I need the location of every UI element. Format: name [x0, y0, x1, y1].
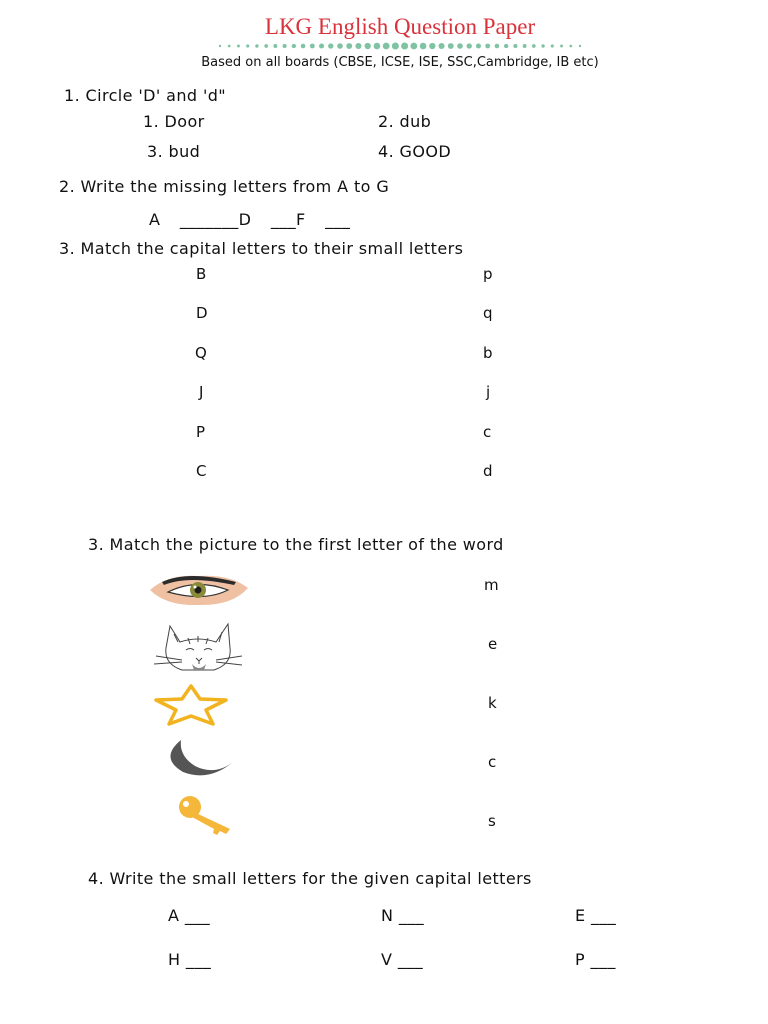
decorative-dot	[328, 43, 333, 48]
picture-match-letter: m	[484, 576, 499, 594]
small-letter: b	[483, 344, 493, 362]
decorative-dot	[374, 43, 381, 50]
q4-item: V ___	[381, 950, 424, 969]
q1-option-2: 2. dub	[378, 112, 432, 131]
capital-letter: J	[199, 383, 204, 401]
decorative-dot	[569, 45, 572, 48]
question-1: 1. Circle 'D' and 'd"	[64, 86, 227, 105]
decorative-dot	[485, 44, 490, 49]
decorative-dot	[420, 43, 427, 50]
q4-item: E ___	[575, 906, 617, 925]
decorative-dot	[219, 45, 221, 47]
q4-item: N ___	[381, 906, 425, 925]
eye-icon	[148, 572, 250, 608]
q1-option-3: 3. bud	[147, 142, 201, 161]
q2-missing-letters-line: A _______D ___F ___	[149, 210, 351, 229]
capital-letter: B	[196, 265, 207, 283]
question-2: 2. Write the missing letters from A to G	[59, 177, 390, 196]
small-letter: p	[483, 265, 493, 283]
cat-icon	[152, 620, 244, 672]
decorative-dot	[457, 43, 463, 49]
picture-match-letter: s	[488, 812, 496, 830]
decorative-dot	[228, 45, 231, 48]
small-letter: d	[483, 462, 493, 480]
decorative-dot	[410, 43, 417, 50]
decorative-dot	[429, 43, 435, 49]
decorative-dot	[504, 44, 508, 48]
decorative-dot	[401, 42, 408, 49]
q1-option-1: 1. Door	[143, 112, 205, 131]
decorative-dot	[513, 44, 517, 48]
decorative-dot	[365, 43, 371, 49]
page-title: LKG English Question Paper	[264, 14, 536, 39]
star-icon	[152, 684, 230, 726]
decorative-dot	[301, 44, 306, 49]
decorative-dot	[246, 44, 249, 47]
decorative-dot	[273, 44, 277, 48]
decorative-dot	[541, 44, 544, 47]
decorative-dot	[264, 44, 268, 48]
capital-letter: D	[196, 304, 208, 322]
decorative-dot	[355, 43, 361, 49]
decorative-dot	[310, 44, 315, 49]
decorative-dot	[476, 43, 481, 48]
question-4: 4. Write the small letters for the given capital letters	[88, 869, 532, 888]
decorative-dot	[346, 43, 352, 49]
moon-icon	[165, 738, 235, 778]
picture-match-letter: k	[488, 694, 497, 712]
decorative-dot	[438, 43, 444, 49]
decorative-dot	[495, 44, 500, 49]
small-letter: j	[486, 383, 491, 401]
q1-option-4: 4. GOOD	[378, 142, 452, 161]
decorative-dot	[383, 43, 390, 50]
q4-item: A ___	[168, 906, 211, 925]
decorative-dot	[579, 45, 581, 47]
capital-letter: P	[196, 423, 206, 441]
capital-letter: Q	[195, 344, 207, 362]
decorative-dot	[560, 45, 563, 48]
decorative-dot	[337, 43, 343, 49]
question-3: 3. Match the capital letters to their small letters	[59, 239, 464, 258]
small-letter: c	[483, 423, 492, 441]
decorative-dot	[283, 44, 287, 48]
decorative-dot	[448, 43, 454, 49]
capital-letter: C	[196, 462, 207, 480]
decorative-dot	[551, 44, 554, 47]
decorative-dot	[523, 44, 527, 48]
decorative-dot	[392, 42, 399, 49]
picture-match-letter: c	[488, 753, 497, 771]
question-3-pictures: 3. Match the picture to the first letter of the word	[88, 535, 504, 554]
key-icon	[176, 795, 234, 835]
decorative-dot	[467, 43, 472, 48]
page-subtitle: Based on all boards (CBSE, ICSE, ISE, SSC,Cambridge, IB etc)	[201, 55, 599, 70]
decorative-dots	[215, 40, 585, 52]
decorative-dot	[319, 43, 324, 48]
q4-item: P ___	[575, 950, 616, 969]
q4-item: H ___	[168, 950, 212, 969]
decorative-dot	[532, 44, 536, 48]
decorative-dot	[255, 44, 258, 47]
small-letter: q	[483, 304, 493, 322]
picture-match-letter: e	[488, 635, 498, 653]
decorative-dot	[292, 44, 296, 48]
decorative-dot	[237, 45, 240, 48]
